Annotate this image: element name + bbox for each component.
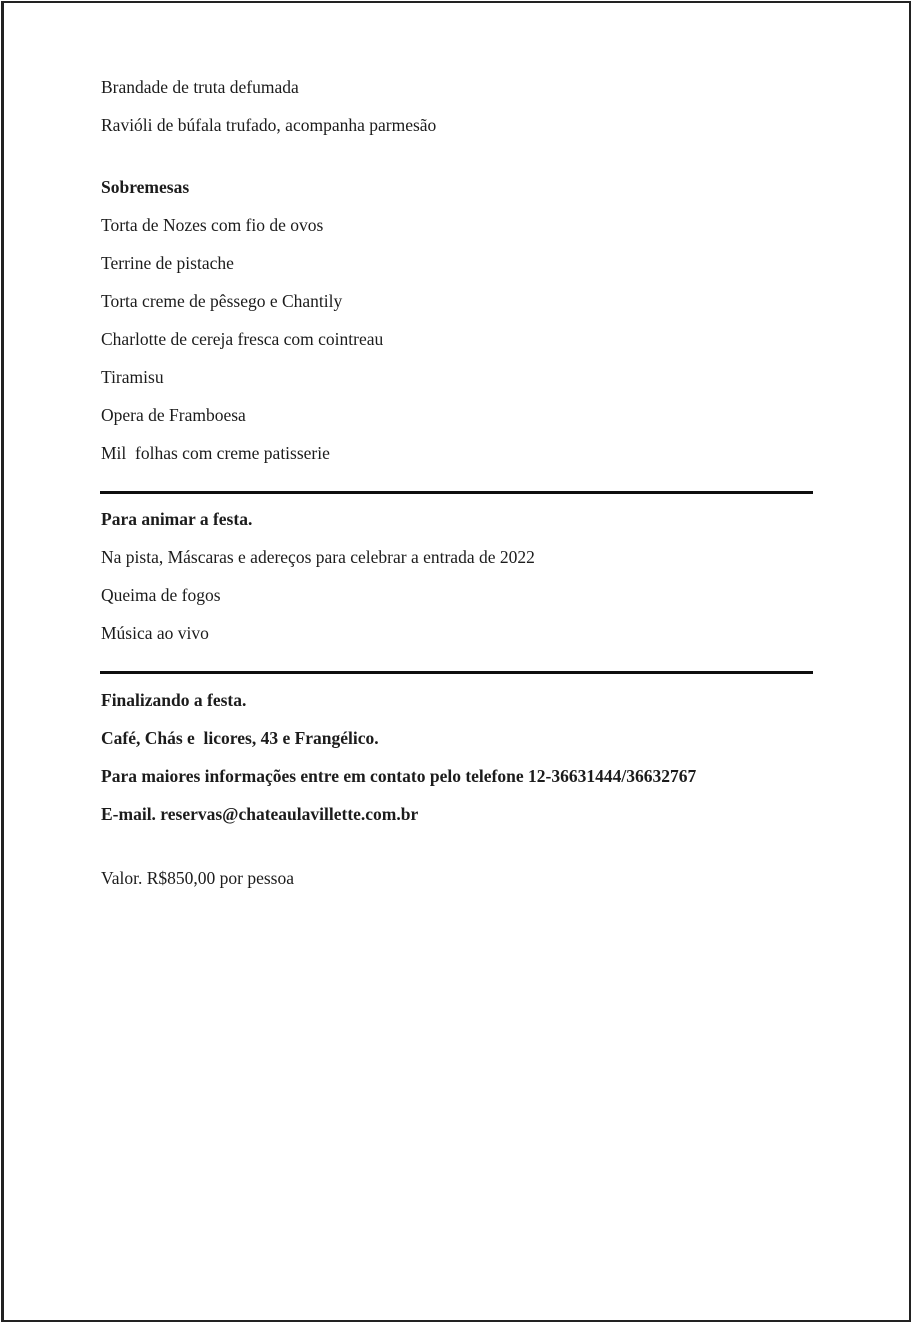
menu-item: Música ao vivo [101, 623, 209, 643]
desserts-heading: Sobremesas [101, 177, 190, 197]
menu-item: Brandade de truta defumada [101, 77, 299, 97]
menu-item: Na pista, Máscaras e adereços para celebrar a entrada de 2022 [101, 547, 535, 567]
closing-heading: Finalizando a festa. [101, 690, 247, 710]
contact-email-line: E-mail. reservas@chateaulavillette.com.br [101, 804, 419, 824]
menu-item: Opera de Framboesa [101, 405, 246, 425]
menu-item: Charlotte de cereja fresca com cointreau [101, 329, 384, 349]
price-line: Valor. R$850,00 por pessoa [101, 868, 294, 888]
contact-phone-line: Para maiores informações entre em contato pelo telefone 12-36631444/36632767 [101, 766, 697, 786]
menu-item: Café, Chás e licores, 43 e Frangélico. [101, 728, 379, 748]
section-divider [100, 671, 813, 674]
menu-item: Queima de fogos [101, 585, 221, 605]
menu-item: Mil folhas com creme patisserie [101, 443, 330, 463]
menu-item: Torta de Nozes com fio de ovos [101, 215, 324, 235]
menu-item: Ravióli de búfala trufado, acompanha parmesão [101, 115, 437, 135]
menu-item: Terrine de pistache [101, 253, 234, 273]
menu-item: Torta creme de pêssego e Chantily [101, 291, 343, 311]
section-divider [100, 491, 813, 494]
menu-item: Tiramisu [101, 367, 164, 387]
entertainment-heading: Para animar a festa. [101, 509, 253, 529]
